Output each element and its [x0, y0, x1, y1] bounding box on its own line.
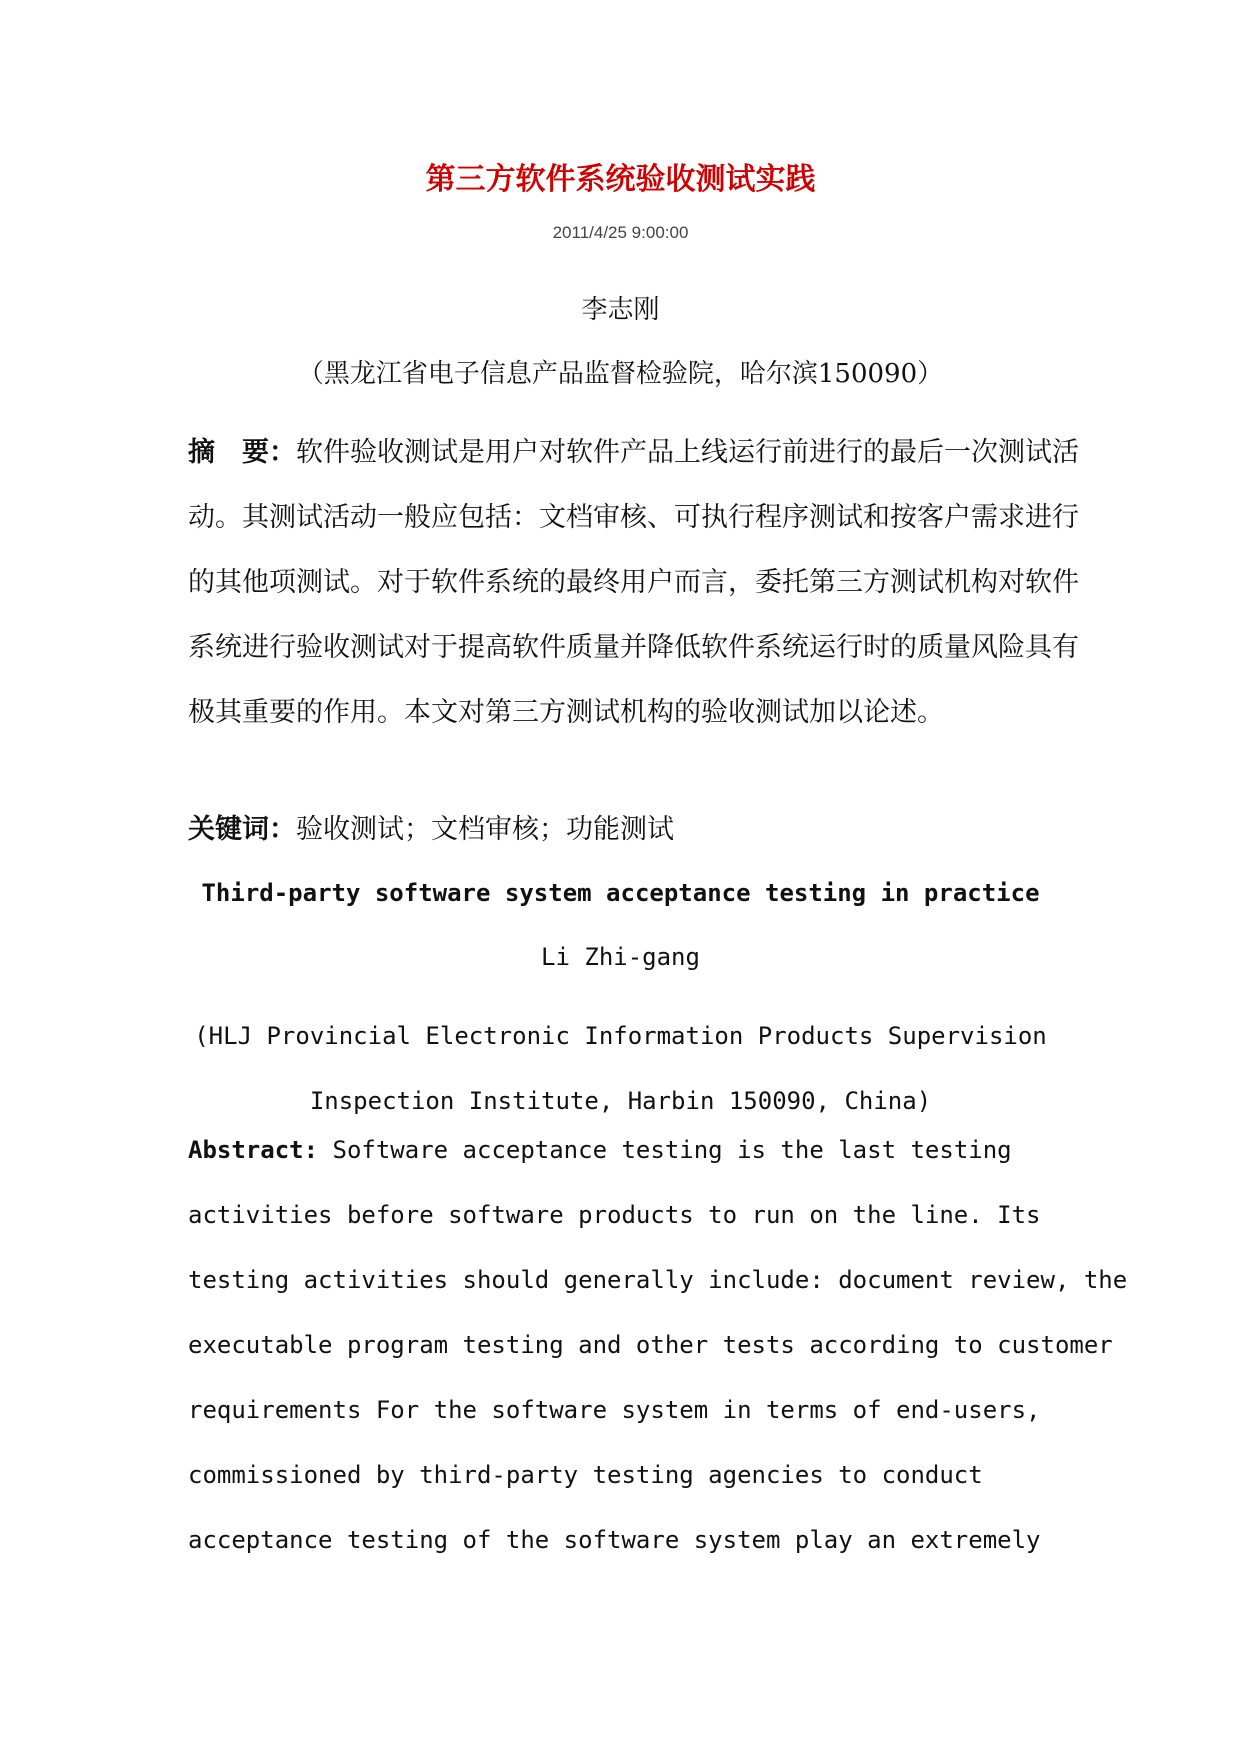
article-title-en: Third-party software system acceptance testing in practice [201, 879, 1040, 907]
author-name-cn: 李志刚 [581, 295, 660, 325]
affiliation-en [0, 1004, 1241, 1134]
abstract-en-line: requirements For the software system in terms of end-users, [188, 1396, 1041, 1424]
abstract-en-line [188, 1118, 1088, 1183]
abstract-en-text: Software acceptance testing is the last testing [318, 1136, 1012, 1164]
abstract-en-label: Abstract: [188, 1136, 319, 1164]
abstract-en-line: acceptance testing of the software system play an extremely [188, 1526, 1041, 1554]
publish-date: 2011/4/25 9:00:00 [552, 223, 689, 242]
keywords-cn-label: 关键词： [188, 814, 296, 845]
abstract-en-line: testing activities should generally include: document review, the [188, 1266, 1128, 1294]
affiliation-cn: （黑龙江省电子信息产品监督检验院，哈尔滨150090） [297, 359, 944, 389]
keywords-cn-text: 验收测试；文档审核；功能测试 [296, 814, 674, 845]
abstract-en-line: executable program testing and other tests according to customer [188, 1331, 1113, 1359]
keywords-cn [188, 810, 1088, 850]
abstract-en [188, 1118, 1128, 1573]
author-name-en: Li Zhi-gang [541, 943, 700, 971]
article-title: 第三方软件系统验收测试实践 [425, 162, 816, 197]
abstract-cn-label: 摘 要： [188, 437, 296, 468]
abstract-cn [188, 420, 1088, 745]
abstract-en-line: activities before software products to run on the line. Its [188, 1201, 1041, 1229]
affiliation-en-line: (HLJ Provincial Electronic Information Products Supervision [194, 1022, 1047, 1050]
abstract-cn-text: 软件验收测试是用户对软件产品上线运行前进行的最后一次测试活动。其测试活动一般应包括：文档审核、可执行程序测试和按客户需求进行的其他项测试。对于软件系统的最终用户而言，委托第三方测试机构对软件系统进行验收测试对于提高软件质量并降低软件系统运行时的质量风险具有极其重要的作用。本文对第三方测试机构的验收测试加以论述。 [188, 437, 1079, 728]
abstract-en-line: commissioned by third-party testing agencies to conduct [188, 1461, 983, 1489]
affiliation-en-line: Inspection Institute, Harbin 150090, China) [309, 1087, 932, 1115]
